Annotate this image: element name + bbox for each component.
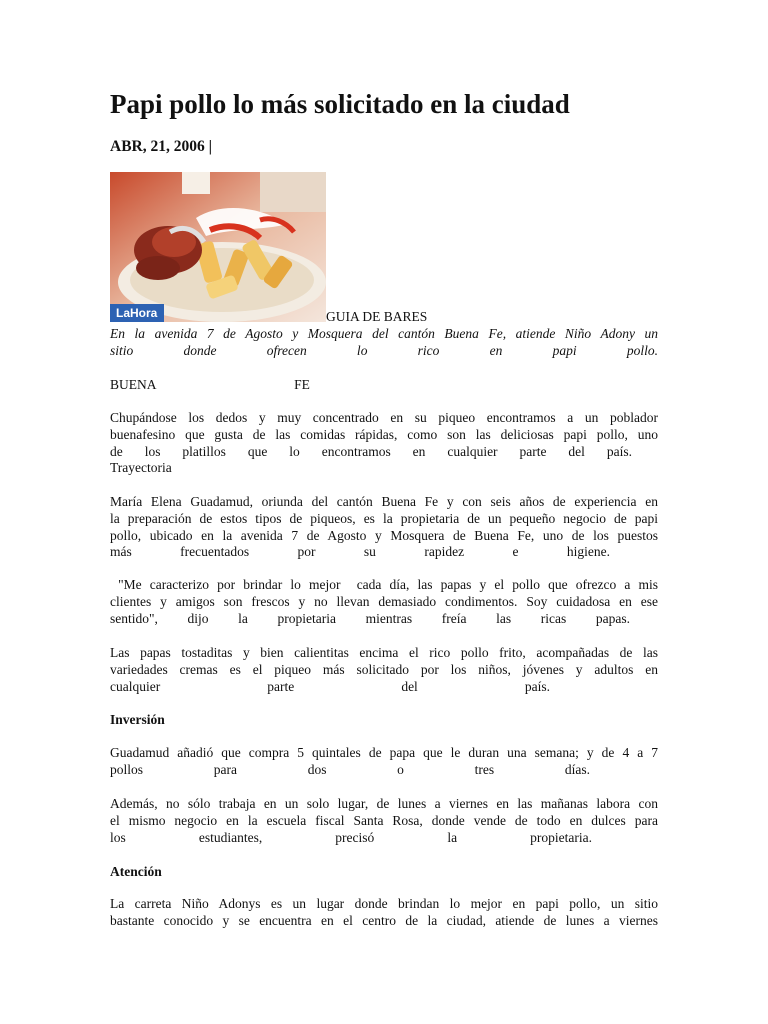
paragraph-line: de los platillos que lo encontramos en cualquier parte del país.: [110, 443, 632, 459]
article-title: Papi pollo lo más solicitado en la ciudad: [110, 89, 570, 119]
paragraph-line: los estudiantes, precisó la propietaria.: [110, 829, 592, 845]
paragraph-line: buenafesino que gusta de las comidas rápidas, como son las deliciosas papi pollo, uno: [110, 426, 658, 442]
paragraph-line: Además, no sólo trabaja en un solo lugar, de lunes a viernes en las mañanas labora con: [110, 796, 658, 811]
article-dateline: ABR, 21, 2006 |: [110, 138, 213, 155]
photo-badge: LaHora: [116, 306, 158, 320]
paragraph-line: el mismo negocio en la escuela fiscal Santa Rosa, donde vende de todo en dulces para: [110, 812, 658, 828]
lead-paragraph: [110, 326, 658, 360]
lead-line: En la avenida 7 de Agosto y Mosquera del cantón Buena Fe, atiende Niño Adony un: [110, 326, 658, 341]
lead-line: sitio donde ofrecen lo rico en papi pollo.: [110, 342, 658, 358]
paragraph-7: [110, 896, 658, 930]
paragraph-line: pollo, ubicado en la avenida 7 de Agosto y Mosquera de Buena Fe, uno de los puestos: [110, 527, 658, 543]
photo-caption: GUIA DE BARES: [326, 309, 428, 324]
section-label-trayectoria: Trayectoria: [110, 460, 172, 476]
paragraph-line: variedades cremas es el piqueo más solicitado por los niños, jóvenes y adultos en: [110, 661, 658, 677]
paragraph-5: [110, 745, 658, 779]
paragraph-line: "Me caracterizo por brindar lo mejor cada día, las papas y el pollo que ofrezco a mis: [110, 577, 658, 592]
paragraph-line: Guadamud añadió que compra 5 quintales de papa que le duran una semana; y de 4 a 7: [110, 745, 658, 760]
paragraph-line: bastante conocido y se encuentra en el centro de la ciudad, atiende de lunes a viernes: [110, 912, 658, 928]
paragraph-line: cualquier parte del país.: [110, 678, 550, 694]
place-line: BUENA FE: [110, 377, 310, 392]
paragraph-line: La carreta Niño Adonys es un lugar donde brindan lo mejor en papi pollo, un sitio: [110, 896, 658, 911]
article-photo: [110, 172, 326, 322]
paragraph-line: pollos para dos o tres días.: [110, 761, 590, 777]
paragraph-6: [110, 796, 658, 846]
paragraph-2: [110, 494, 658, 561]
paragraph-line: Chupándose los dedos y muy concentrado en su piqueo encontramos a un poblador: [110, 410, 658, 425]
section-heading-atencion: Atención: [110, 864, 162, 879]
paragraph-line: sentido", dijo la propietaria mientras freía las ricas papas.: [110, 610, 630, 626]
paragraph-line: la preparación de estos tipos de piqueos, es la propietaria de un pequeño negocio de papi: [110, 510, 658, 526]
paragraph-3: [110, 577, 658, 627]
paragraph-line: más frecuentados por su rapidez e higiene.: [110, 544, 610, 560]
paragraph-4: [110, 645, 658, 695]
paragraph-line: clientes y amigos son frescos y no llevan demasiado condimentos. Soy cuidadosa en ese: [110, 593, 658, 609]
paragraph-line: Las papas tostaditas y bien calientitas encima el rico pollo frito, acompañadas de las: [110, 645, 658, 660]
paragraph-line: María Elena Guadamud, oriunda del cantón Buena Fe y con seis años de experiencia en: [110, 494, 658, 509]
paragraph-1: [110, 410, 658, 477]
food-photo-icon: [110, 172, 326, 322]
section-heading-inversion: Inversión: [110, 712, 165, 727]
